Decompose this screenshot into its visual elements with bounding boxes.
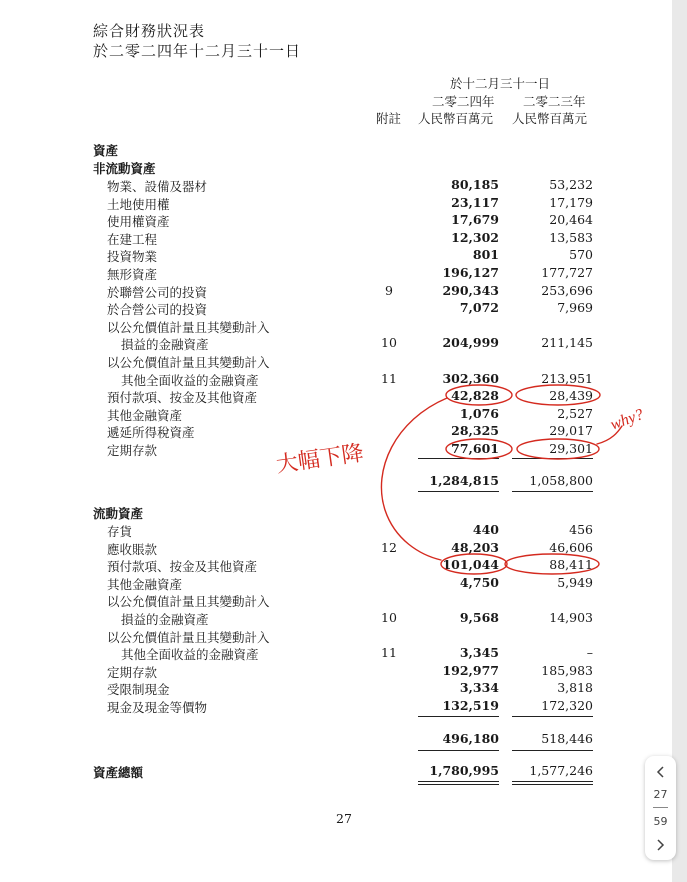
circle-77601 (446, 439, 512, 459)
row-label: 其他全面收益的金融資產 (121, 647, 259, 663)
current-total-prior: 518,446 (541, 731, 593, 746)
row-value-current: 28,325 (451, 423, 499, 439)
row-label: 於聯營公司的投資 (107, 284, 208, 300)
row-label: 投資物業 (107, 249, 158, 265)
circle-29301 (517, 439, 599, 459)
row-value-current: 17,679 (451, 212, 499, 228)
row-value-prior: 172,320 (541, 698, 593, 713)
row-value-current: 4,750 (459, 574, 499, 590)
row-value-prior: 17,179 (549, 194, 593, 210)
row-value-current: 77,601 (451, 441, 499, 456)
circle-42828 (446, 385, 512, 405)
row-value-prior: 46,606 (549, 539, 593, 555)
row-value-prior: 88,411 (549, 557, 593, 573)
header-unit-prior: 人民幣百萬元 (512, 111, 588, 126)
row-note: 11 (381, 645, 397, 661)
row-label: 現金及現金等價物 (107, 700, 208, 715)
row-label: 其他金融資產 (107, 407, 183, 423)
row-value-prior: 29,017 (549, 423, 593, 439)
row-value-current: 12,302 (451, 229, 499, 245)
row-value-prior: 213,951 (541, 370, 593, 386)
row-label: 損益的金融資產 (121, 612, 209, 627)
row-label: 於合營公司的投資 (107, 302, 208, 318)
statement-date: 於二零二四年十二月三十一日 (93, 42, 302, 60)
non-current-total-current: 1,284,815 (429, 473, 499, 488)
row-label: 無形資產 (107, 267, 158, 282)
row-label: 定期存款 (107, 443, 158, 458)
row-value-prior: 7,969 (557, 300, 593, 316)
section-assets: 資產 (93, 143, 119, 158)
row-value-prior: 13,583 (549, 229, 593, 245)
row-label: 遞延所得稅資產 (107, 425, 195, 441)
row-value-current: 7,072 (459, 300, 499, 316)
row-value-prior: 29,301 (549, 441, 593, 456)
row-value-prior: – (586, 645, 593, 661)
row-value-current: 302,360 (442, 370, 499, 386)
header-unit-current: 人民幣百萬元 (418, 111, 494, 126)
row-label: 土地使用權 (107, 196, 170, 212)
header-period: 於十二月三十一日 (450, 76, 551, 91)
row-value-prior: 20,464 (549, 212, 593, 228)
row-label: 預付款項、按金及其他資產 (107, 559, 258, 575)
circle-101044 (441, 554, 507, 574)
row-value-current: 3,334 (459, 680, 499, 696)
row-value-prior: 5,949 (557, 574, 593, 590)
row-value-prior: 456 (569, 522, 593, 537)
row-value-prior: 28,439 (549, 388, 593, 404)
chevron-up-icon (645, 761, 676, 783)
row-label: 使用權資產 (107, 214, 170, 230)
row-value-prior: 177,727 (541, 265, 593, 280)
grand-total-current: 1,780,995 (429, 763, 499, 778)
row-value-prior: 53,232 (549, 177, 593, 192)
page-number: 27 (336, 811, 352, 826)
row-label: 以公允價值計量且其變動計入 (107, 355, 270, 370)
row-value-current: 80,185 (451, 177, 499, 192)
previous-page-button[interactable] (645, 761, 676, 783)
page-navigator (645, 756, 676, 860)
circle-88411 (505, 554, 599, 574)
non-current-total-prior: 1,058,800 (529, 473, 593, 488)
row-label: 其他全面收益的金融資產 (121, 372, 259, 388)
row-value-current: 192,977 (442, 662, 499, 678)
row-label: 以公允價值計量且其變動計入 (107, 319, 270, 335)
row-label: 損益的金融資產 (121, 337, 209, 353)
page-divider (653, 807, 668, 808)
row-label: 物業、設備及器材 (107, 179, 208, 194)
row-note: 10 (381, 610, 397, 625)
header-year-current: 二零二四年 (432, 94, 495, 109)
current-page: 27 (653, 788, 668, 801)
next-page-button[interactable] (645, 834, 676, 856)
row-value-prior: 253,696 (541, 282, 593, 298)
row-value-prior: 185,983 (541, 662, 593, 678)
row-label: 受限制現金 (107, 682, 170, 698)
statement-title: 綜合財務狀況表 (93, 22, 206, 40)
header-year-prior: 二零二三年 (523, 94, 586, 109)
circle-28439 (516, 385, 600, 405)
row-value-prior: 3,818 (557, 680, 593, 696)
row-label: 定期存款 (107, 664, 158, 680)
row-value-current: 9,568 (459, 610, 499, 625)
connector-bracket (381, 398, 447, 560)
row-label: 其他金融資產 (107, 576, 183, 592)
handwritten-note-right: why? (608, 406, 646, 434)
row-note: 12 (381, 539, 397, 555)
row-label: 預付款項、按金及其他資產 (107, 390, 258, 406)
row-note: 10 (381, 335, 397, 351)
row-value-prior: 2,527 (557, 405, 593, 421)
grand-total-prior: 1,577,246 (529, 763, 593, 778)
row-value-current: 204,999 (442, 335, 499, 351)
row-label: 以公允價值計量且其變動計入 (107, 594, 270, 610)
total-pages: 59 (653, 815, 668, 828)
chevron-down-icon (645, 834, 676, 856)
row-value-prior: 570 (569, 247, 593, 263)
row-value-current: 3,345 (459, 645, 499, 661)
row-value-current: 132,519 (442, 698, 499, 713)
row-value-current: 440 (472, 522, 499, 537)
handwritten-note-left: 大幅下降 (274, 440, 366, 478)
row-value-current: 42,828 (451, 388, 499, 404)
section-current: 流動資產 (93, 506, 144, 521)
row-value-current: 23,117 (451, 194, 499, 210)
ink-strokes (381, 385, 622, 574)
row-note: 9 (385, 282, 393, 298)
row-value-prior: 211,145 (541, 335, 593, 351)
current-total-current: 496,180 (442, 731, 499, 746)
row-label: 在建工程 (107, 231, 158, 247)
header-note: 附註 (376, 111, 402, 126)
row-value-current: 801 (472, 247, 499, 263)
row-value-current: 196,127 (442, 265, 499, 280)
grand-total-label: 資產總額 (93, 765, 144, 780)
row-value-current: 290,343 (442, 282, 499, 298)
row-value-prior: 14,903 (549, 610, 593, 625)
section-non-current: 非流動資產 (93, 161, 156, 176)
row-label: 存貨 (107, 524, 133, 539)
row-note: 11 (381, 370, 397, 386)
row-value-current: 48,203 (451, 539, 499, 555)
row-value-current: 1,076 (459, 405, 499, 421)
row-value-current: 101,044 (442, 557, 499, 573)
row-label: 應收賬款 (107, 541, 158, 557)
row-label: 以公允價值計量且其變動計入 (107, 629, 270, 645)
